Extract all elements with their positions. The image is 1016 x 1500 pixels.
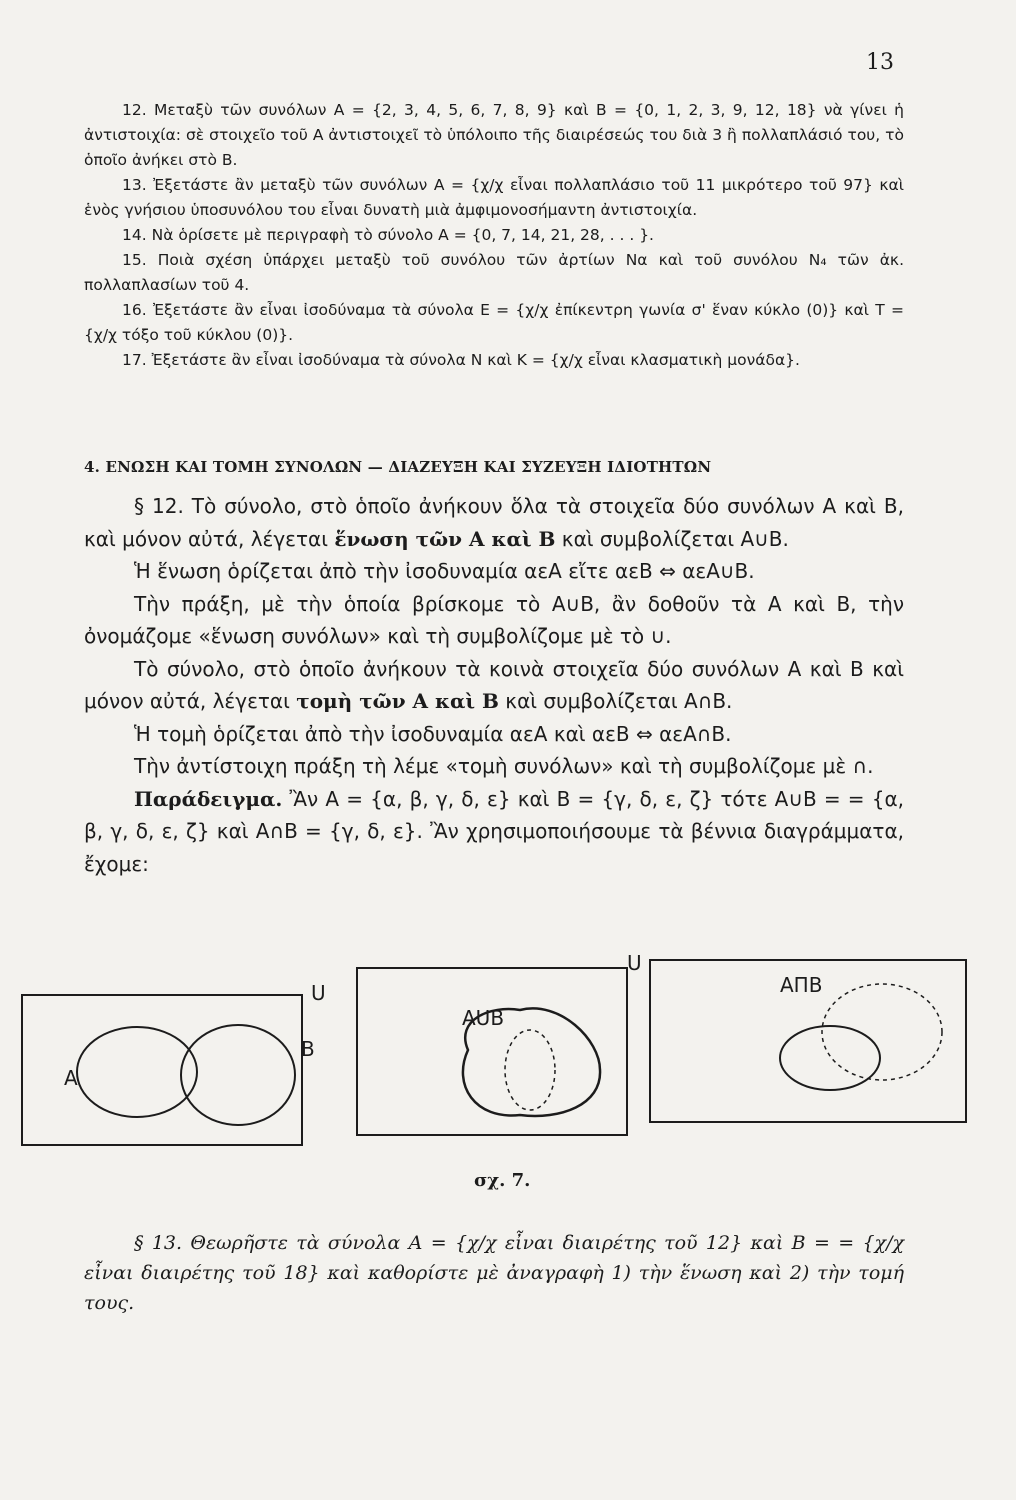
- union-inner-arc: [505, 1030, 555, 1110]
- union-definition: § 12. Τὸ σύνολο, στὸ ὁποῖο ἀνήκουν ὅλα τὰ στοιχεῖα δύο συνόλων Α καὶ Β, καὶ μόνον αὐτά, λέγεται ἕνωση τῶν Α καὶ Β καὶ συμβολίζεται Α∪Β.: [84, 494, 904, 551]
- intersection-definition: Τὸ σύνολο, στὸ ὁποῖο ἀνήκουν τὰ κοινὰ στοιχεῖα δύο συνόλων Α καὶ Β καὶ μόνον αὐτά, λέγεται τομὴ τῶν Α καὶ Β καὶ συμβολίζεται Α∩Β.: [84, 656, 904, 713]
- intersection-equivalence: Ἡ τομὴ ὁρίζεται ἀπὸ τὴν ἰσοδυναμία αεΑ καὶ αεΒ ⇔ αεΑ∩Β.: [134, 721, 732, 746]
- label-b: Β: [301, 1037, 315, 1061]
- venn-diagrams: [0, 930, 1016, 1160]
- exercise-list: [84, 98, 904, 373]
- label-aub: ΑUΒ: [462, 1006, 505, 1030]
- universe-box-2: [357, 968, 627, 1135]
- union-equivalence: Ἡ ἕνωση ὁρίζεται ἀπὸ τὴν ἰσοδυναμία αεΑ εἴτε αεΒ ⇔ αεΑ∪Β.: [134, 559, 755, 583]
- example: Παράδειγμα. Ἂν Α = {α, β, γ, δ, ε} καὶ Β = {γ, δ, ε, ζ} τότε Α∪Β = = {α, β, γ, δ, ε, ζ} καὶ Α∩Β = {γ, δ, ε}. Ἂν χρησιμοποιήσουμε τὰ βέννια διαγράμματα, ἔχομε:: [84, 786, 904, 876]
- union-operation: Τὴν πράξη, μὲ τὴν ὁποία βρίσκομε τὸ Α∪Β, ἂν δοθοῦν τὰ Α καὶ Β, τὴν ὀνομάζομε «ἕνωση συνόλων» καὶ τὴ συμβολίζομε μὲ τὸ ∪.: [84, 591, 904, 648]
- set-a-circle: [77, 1027, 197, 1117]
- exercise-12: 12. Μεταξὺ τῶν συνόλων Α = {2, 3, 4, 5, 6, 7, 8, 9} καὶ Β = {0, 1, 2, 3, 9, 12, 18} νὰ γίνει ἡ ἀντιστοιχία: σὲ στοιχεῖο τοῦ Α ἀντιστοιχεῖ τὸ ὑπόλοιπο τῆς διαιρέσεώς του διὰ 3 ἢ πολλαπλάσιό του, τὸ ὁποῖο ἀνήκει στὸ Β.: [84, 101, 905, 169]
- exercise-16: 16. Ἐξετάστε ἂν εἶναι ἰσοδύναμα τὰ σύνολα Ε = {χ/χ ἐπίκεντρη γωνία σ' ἕναν κύκλο (0)} καὶ Τ = {χ/χ τόξο τοῦ κύκλου (0)}.: [84, 301, 904, 344]
- label-anb: ΑΠΒ: [780, 973, 823, 997]
- exercise-13: 13. Ἐξετάστε ἂν μεταξὺ τῶν συνόλων Α = {χ/χ εἶναι πολλαπλάσιο τοῦ 11 μικρότερο τοῦ 97} καὶ ἑνὸς γνήσιου ὑποσυνόλου του εἶναι δυνατὴ μιὰ ἀμφιμονοσήμαντη ἀντιστοιχία.: [84, 176, 904, 219]
- intersection-solid-circle: [780, 1026, 880, 1090]
- exercise-section-13: § 13. Θεωρῆστε τὰ σύνολα Α = {χ/χ εἶναι διαιρέτης τοῦ 12} καὶ Β = = {χ/χ εἶναι διαιρέτης τοῦ 18} καὶ καθορίστε μὲ ἀναγραφὴ 1) τὴν ἕνωση καὶ 2) τὴν τομή τους.: [84, 1232, 904, 1314]
- section-body: [84, 490, 904, 880]
- page-number: 13: [866, 50, 894, 75]
- label-u-1: U: [311, 981, 326, 1005]
- label-a: Α: [64, 1066, 78, 1090]
- section-title: 4. ΕΝΩΣΗ ΚΑΙ ΤΟΜΗ ΣΥΝΟΛΩΝ — ΔΙΑΖΕΥΞΗ ΚΑΙ ΣΥΖΕΥΞΗ ΙΔΙΟΤΗΤΩΝ: [84, 458, 712, 476]
- exercise-17: 17. Ἐξετάστε ἂν εἶναι ἰσοδύναμα τὰ σύνολα Ν καὶ Κ = {χ/χ εἶναι κλασματικὴ μονάδα}.: [122, 351, 800, 369]
- intersection-dashed-circle: [822, 984, 942, 1080]
- set-b-circle: [181, 1025, 295, 1125]
- exercise-14: 14. Νὰ ὁρίσετε μὲ περιγραφὴ τὸ σύνολο Α = {0, 7, 14, 21, 28, . . . }.: [122, 226, 654, 244]
- figure-caption: σχ. 7.: [474, 1170, 531, 1191]
- exercise-15: 15. Ποιὰ σχέση ὑπάρχει μεταξὺ τοῦ συνόλου τῶν ἀρτίων Να καὶ τοῦ συνόλου Ν₄ τῶν ἀκ. πολλαπλασίων τοῦ 4.: [84, 251, 904, 294]
- label-u-2: U: [627, 951, 642, 975]
- intersection-operation: Τὴν ἀντίστοιχη πράξη τὴ λέμε «τομὴ συνόλων» καὶ τὴ συμβολίζομε μὲ ∩.: [134, 754, 874, 778]
